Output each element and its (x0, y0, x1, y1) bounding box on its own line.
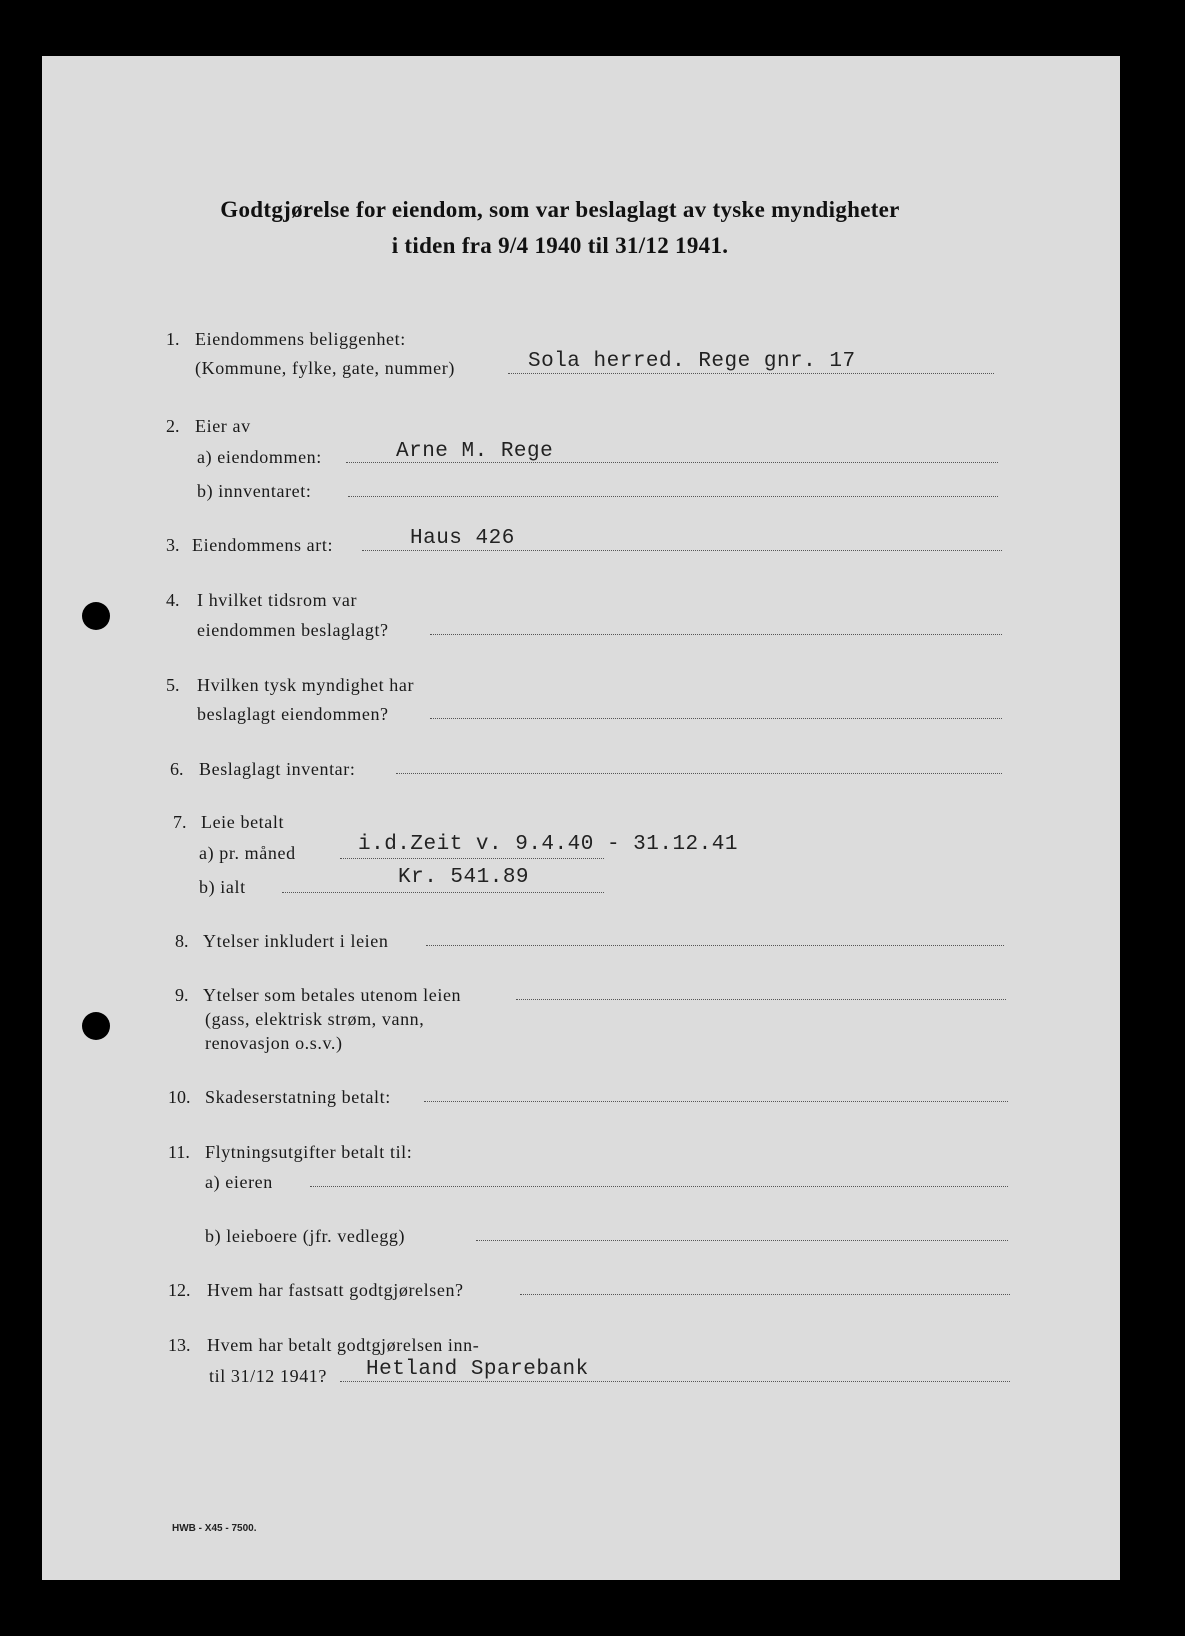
item-7b-value[interactable]: Kr. 541.89 (398, 866, 530, 889)
item-9-sublabel-2: renovasjon o.s.v.) (205, 1033, 343, 1053)
item-12-label: Hvem har fastsatt godtgjørelsen? (207, 1280, 464, 1300)
form-title (0, 192, 1120, 264)
item-12-number: 12. (168, 1280, 191, 1300)
item-3-number: 3. (166, 535, 180, 555)
item-2-number: 2. (166, 416, 180, 436)
print-code: HWB - X45 - 7500. (172, 1523, 257, 1534)
item-6-label: Beslaglagt inventar: (199, 759, 356, 779)
item-7-label: Leie betalt (201, 812, 285, 832)
title-line-2: i tiden fra 9/4 1940 til 31/12 1941. (391, 233, 729, 258)
item-9-fill-line (516, 999, 1006, 1000)
item-2-label: Eier av (195, 416, 251, 436)
item-11b-label: b) leieboere (jfr. vedlegg) (205, 1226, 406, 1246)
item-5-number: 5. (166, 675, 180, 695)
item-1-number: 1. (166, 329, 180, 349)
item-10-fill-line (424, 1101, 1008, 1102)
item-6-number: 6. (170, 759, 184, 779)
item-2b-fill-line (348, 496, 998, 497)
item-4-label: I hvilket tidsrom var (197, 590, 358, 610)
item-11a-label: a) eieren (205, 1172, 273, 1192)
item-2a-value[interactable]: Arne M. Rege (396, 440, 554, 463)
item-4-sublabel: eiendommen beslaglagt? (197, 620, 389, 640)
punch-hole (82, 602, 110, 630)
item-2b-label: b) innventaret: (197, 481, 312, 501)
item-8-fill-line (426, 945, 1004, 946)
item-10-number: 10. (168, 1087, 191, 1107)
item-7a-value[interactable]: i.d.Zeit v. 9.4.40 - 31.12.41 (358, 833, 738, 856)
item-13-number: 13. (168, 1335, 191, 1355)
item-11a-fill-line (310, 1186, 1008, 1187)
item-5-label: Hvilken tysk myndighet har (197, 675, 415, 695)
item-8-label: Ytelser inkludert i leien (203, 931, 389, 951)
item-3-label: Eiendommens art: (192, 535, 334, 555)
item-7b-fill-line (282, 892, 604, 893)
item-11-number: 11. (168, 1142, 190, 1162)
item-8-number: 8. (175, 931, 189, 951)
item-10-label: Skadeserstatning betalt: (205, 1087, 391, 1107)
item-7b-label: b) ialt (199, 877, 246, 897)
item-6-fill-line (396, 773, 1002, 774)
item-7a-fill-line (340, 858, 604, 859)
item-2a-label: a) eiendommen: (197, 447, 322, 467)
item-1-label: Eiendommens beliggenhet: (195, 329, 406, 349)
item-13-sublabel: til 31/12 1941? (209, 1366, 327, 1386)
item-13-label: Hvem har betalt godtgjørelsen inn- (207, 1335, 480, 1355)
item-5-fill-line (430, 718, 1002, 719)
item-1-value[interactable]: Sola herred. Rege gnr. 17 (528, 350, 856, 373)
item-13-fill-line (340, 1381, 1010, 1382)
item-7-number: 7. (173, 812, 187, 832)
item-4-fill-line (430, 634, 1002, 635)
item-9-sublabel-1: (gass, elektrisk strøm, vann, (205, 1009, 425, 1029)
item-13-value[interactable]: Hetland Sparebank (366, 1358, 589, 1381)
item-4-number: 4. (166, 590, 180, 610)
item-9-label: Ytelser som betales utenom leien (203, 985, 462, 1005)
item-11-label: Flytningsutgifter betalt til: (205, 1142, 413, 1162)
item-1-fill-line (508, 373, 994, 374)
punch-hole (82, 1012, 110, 1040)
item-9-number: 9. (175, 985, 189, 1005)
item-12-fill-line (520, 1294, 1010, 1295)
item-3-value[interactable]: Haus 426 (410, 527, 515, 550)
item-5-sublabel: beslaglagt eiendommen? (197, 704, 389, 724)
title-line-1: Godtgjørelse for eiendom, som var beslaglagt av tyske myndigheter (220, 197, 900, 222)
item-7a-label: a) pr. måned (199, 843, 296, 863)
item-1-sublabel: (Kommune, fylke, gate, nummer) (195, 358, 455, 378)
item-11b-fill-line (476, 1240, 1008, 1241)
item-3-fill-line (362, 550, 1002, 551)
